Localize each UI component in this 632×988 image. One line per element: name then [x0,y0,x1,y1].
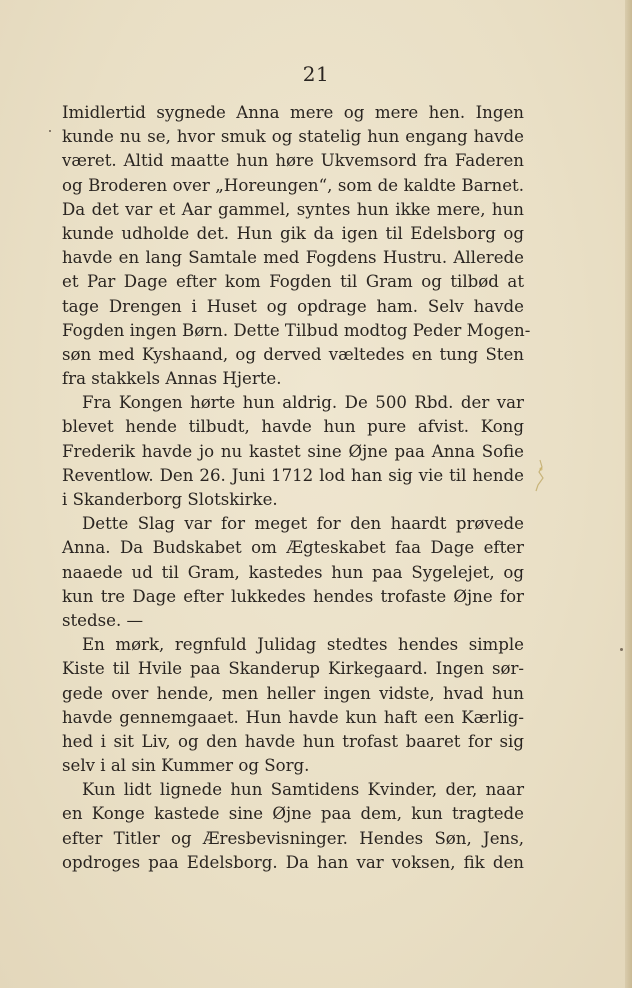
text-line: kunde nu se, hvor smuk og statelig hun engang havde [62,127,524,147]
text-line: stedse. — [62,610,144,630]
text-line: blevet hende tilbudt, havde hun pure afvist. Kong [62,417,524,437]
text-line: Imidlertid sygnede Anna mere og mere hen. Ingen [62,103,524,122]
text-line: en Konge kastede sine Øjne paa dem, kun tragtede [62,804,524,824]
paper-speck [49,130,51,132]
ink-stain-mark [532,458,546,492]
text-line: Anna. Da Budskabet om Ægteskabet faa Dage efter [62,538,524,558]
text-line: Dette Slag var for meget for den haardt prøvede [82,514,524,534]
text-line: Fogden ingen Børn. Dette Tilbud modtog Peder Mogen- [62,320,531,340]
text-line: søn med Kyshaand, og derved væltedes en tung Sten [62,344,524,364]
text-line: efter Titler og Æresbevisninger. Hendes Søn, Jens, [62,828,524,848]
text-line: havde en lang Samtale med Fogdens Hustru. Allerede [62,248,524,268]
text-line: havde gennemgaaet. Hun havde kun haft een Kærlig- [62,707,524,727]
body-text [62,101,531,875]
text-line: naaede ud til Gram, kastedes hun paa Sygelejet, og [62,562,524,582]
text-line: Kun lidt lignede hun Samtidens Kvinder, der, naar [82,780,524,800]
text-line: kunde udholde det. Hun gik da igen til Edelsborg og [62,223,524,243]
text-line: selv i al sin Kummer og Sorg. [62,756,310,776]
text-line: tage Drengen i Huset og opdrage ham. Selv havde [62,296,524,316]
text-line: opdroges paa Edelsborg. Da han var voksen, fik den [62,852,524,872]
text-line: gede over hende, men heller ingen vidste, hvad hun [62,683,524,703]
text-line: Kiste til Hvile paa Skanderup Kirkegaard. Ingen sør- [62,659,524,679]
text-line: og Broderen over „Horeungen“, som de kaldte Barnet. [62,175,524,195]
text-line: et Par Dage efter kom Fogden til Gram og tilbød at [62,272,524,292]
text-line: været. Altid maatte hun høre Ukvemsord fra Faderen [62,151,524,171]
text-line: kun tre Dage efter lukkedes hendes trofaste Øjne for [62,586,524,606]
text-line: Frederik havde jo nu kastet sine Øjne paa Anna Sofie [62,441,524,461]
text-line: Reventlow. Den 26. Juni 1712 lod han sig vie til hende [62,465,524,485]
text-line: hed i sit Liv, og den havde hun trofast baaret for sig [62,731,524,751]
page-edge [625,0,632,988]
text-line: Fra Kongen hørte hun aldrig. De 500 Rbd. der var [82,393,524,413]
text-line: Da det var et Aar gammel, syntes hun ikke mere, hun [62,199,524,219]
page-number: 21 [302,62,330,86]
text-line: En mørk, regnfuld Julidag stedtes hendes simple [82,635,524,655]
text-line: i Skanderborg Slotskirke. [62,490,278,509]
text-line: fra stakkels Annas Hjerte. [62,369,282,389]
paper-speck [620,648,623,651]
